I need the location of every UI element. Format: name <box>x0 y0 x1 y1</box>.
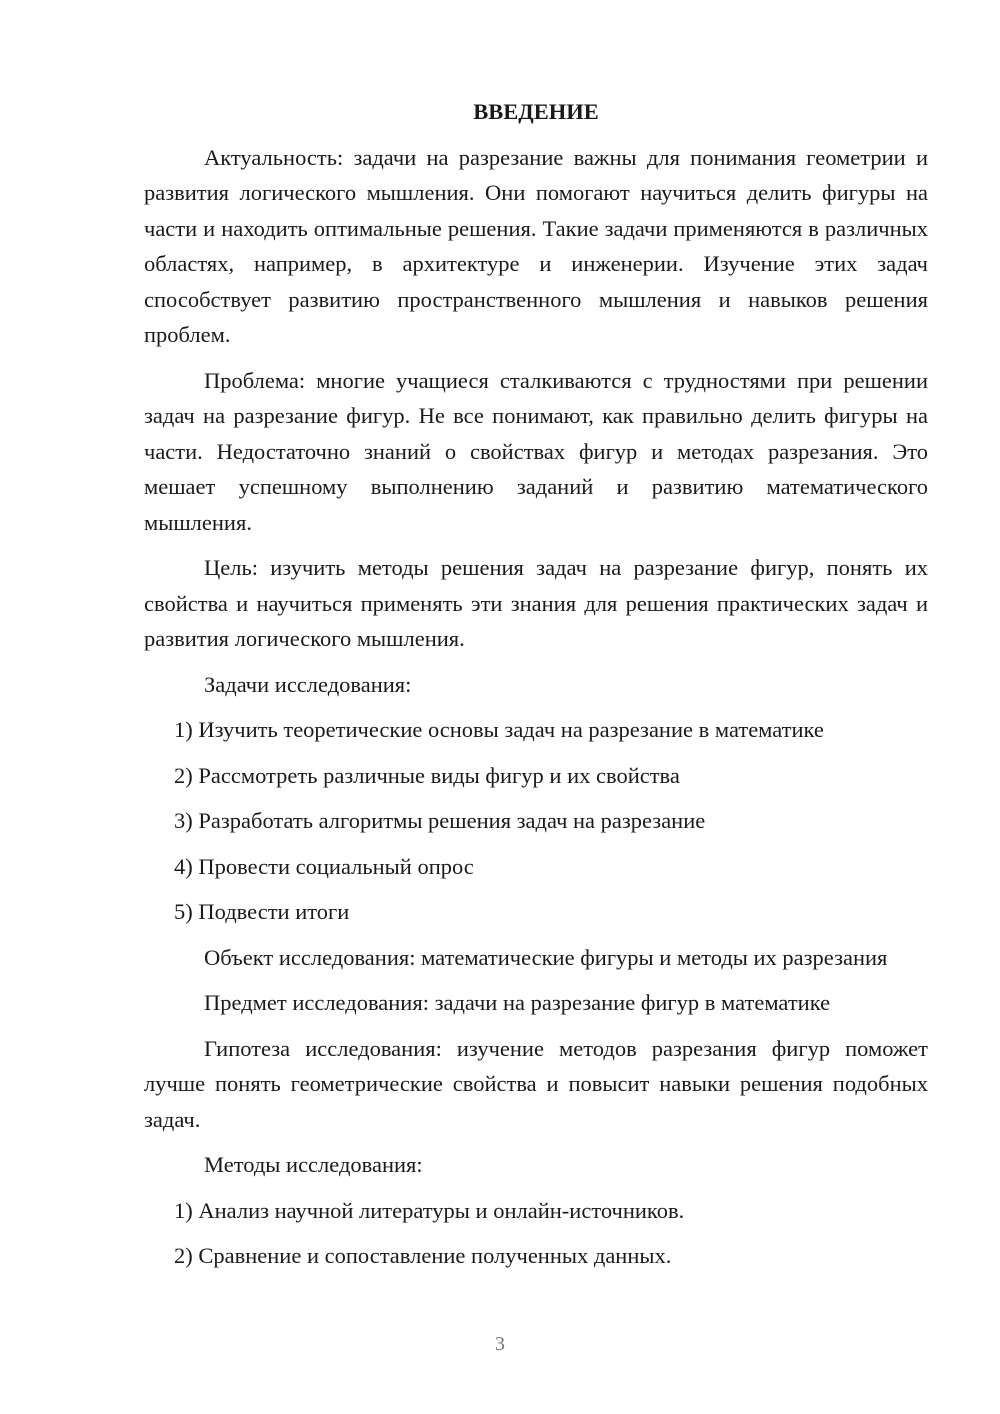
hypothesis-paragraph: Гипотеза исследования: изучение методов разрезания фигур поможет лучше понять геометрические свойства и повысит навыки решения подобных задач. <box>144 1035 928 1132</box>
object-paragraph: Объект исследования: математические фигуры и методы их разрезания <box>204 944 888 970</box>
relevance-paragraph: Актуальность: задачи на разрезание важны для понимания геометрии и развития логического мышления. Они помогают научиться делить фигуры на части и находить оптимальные решения. Такие задачи применяются в различных областях, например, в архитектуре и инженерии. Изучение этих задач способствует развитию пространственного мышления и навыков решения проблем. <box>144 144 928 347</box>
problem-paragraph: Проблема: многие учащиеся сталкиваются с трудностями при решении задач на разрезание фигур. Не все понимают, как правильно делить фигуры на части. Недостаточно знаний о свойствах фигур и методах разрезания. Это мешает успешному выполнению заданий и развитию математического мышления. <box>144 367 928 535</box>
method-item-1: 1) Анализ научной литературы и онлайн-источников. <box>174 1197 685 1223</box>
section-title: ВВЕДЕНИЕ <box>473 99 599 124</box>
subject-paragraph: Предмет исследования: задачи на разрезание фигур в математике <box>204 990 831 1015</box>
task-item-4: 4) Провести социальный опрос <box>174 853 474 879</box>
tasks-heading: Задачи исследования: <box>204 671 412 697</box>
page-number: 3 <box>495 1333 505 1355</box>
page-content <box>144 94 928 1284</box>
method-item-2: 2) Сравнение и сопоставление полученных данных. <box>174 1243 672 1268</box>
task-item-3: 3) Разработать алгоритмы решения задач на разрезание <box>174 808 706 833</box>
task-item-5: 5) Подвести итоги <box>174 899 350 924</box>
task-item-2: 2) Рассмотреть различные виды фигур и их свойства <box>174 762 680 788</box>
task-item-1: 1) Изучить теоретические основы задач на разрезание в математике <box>174 717 824 742</box>
methods-heading: Методы исследования: <box>204 1152 423 1177</box>
goal-paragraph: Цель: изучить методы решения задач на разрезание фигур, понять их свойства и научиться применять эти знания для решения практических задач и развития логического мышления. <box>144 555 928 651</box>
